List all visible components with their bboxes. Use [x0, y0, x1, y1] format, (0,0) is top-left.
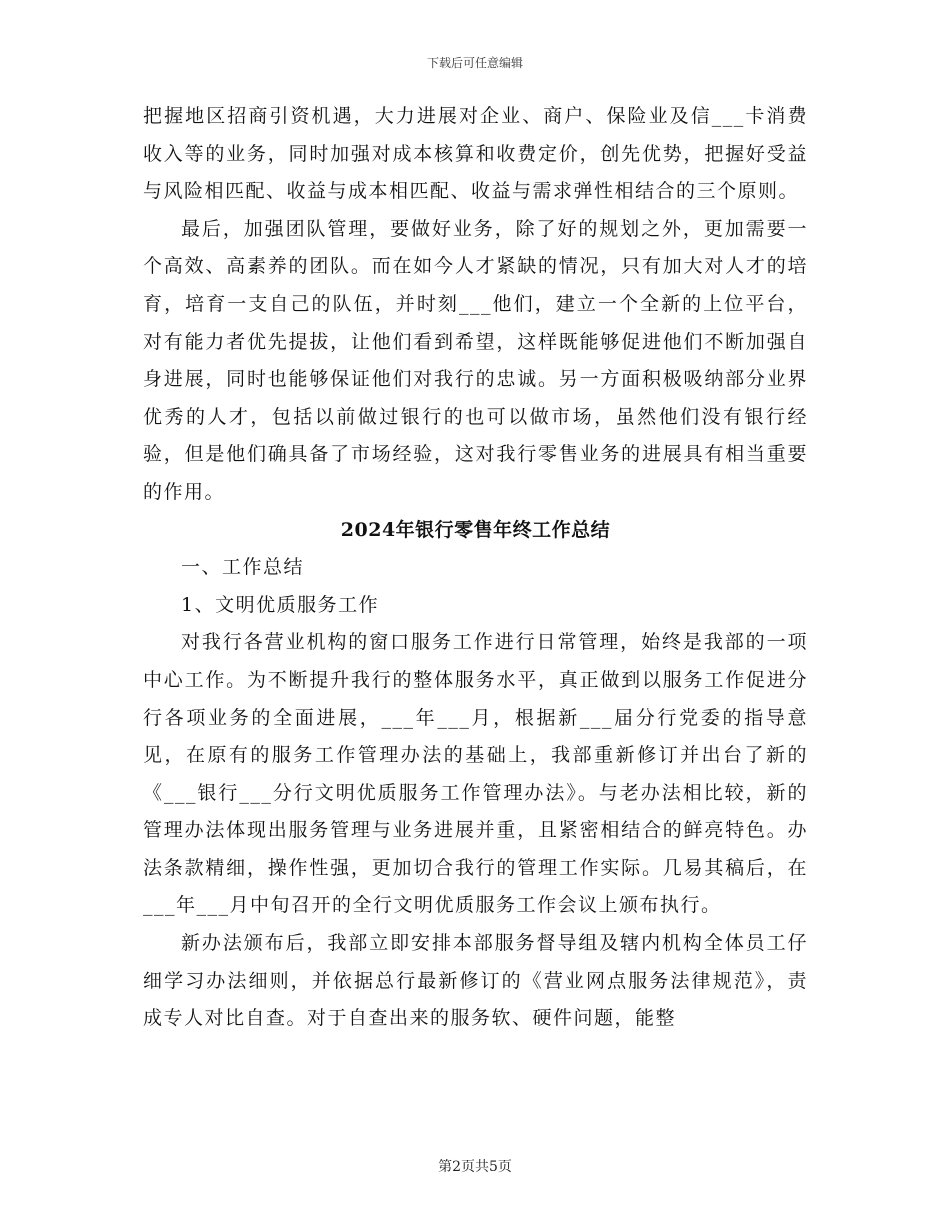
document-body	[143, 98, 808, 1038]
section-heading-work-summary: 一、工作总结	[181, 556, 305, 579]
paragraph-principles: 把握地区招商引资机遇，大力进展对企业、商户、保险业及信___卡消费收入等的业务，同时加强对成本核算和收费定价，创先优势，把握好受益与风险相匹配、收益与成本相匹配、收益与需求弹性相结合的三个原则。	[143, 105, 808, 203]
paragraph-service-management: 对我行各营业机构的窗口服务工作进行日常管理，始终是我部的一项中心工作。为不断提升我行的整体服务水平，真正做到以服务工作促进分行各项业务的全面进展，___年___月，根据新___届分行党委的指导意见，在原有的服务工作管理办法的基础上，我部重新修订并出台了新的《___银行___分行文明优质服务工作管理办法》。与老办法相比较，新的管理办法体现出服务管理与业务进展并重，且紧密相结合的鲜亮特色。办法条款精细，操作性强，更加切合我行的管理工作实际。几易其稿后，在___年___月中旬召开的全行文明优质服务工作会议上颁布执行。	[143, 631, 808, 917]
page-number-footer: 第2页共5页	[438, 1159, 512, 1175]
paragraph-team-management: 最后，加强团队管理，要做好业务，除了好的规划之外，更加需要一个高效、高素养的团队。而在如今人才紧缺的情况，只有加大对人才的培育，培育一支自己的队伍，并时刻___他们，建立一个全新的上位平台，对有能力者优先提拔，让他们看到希望，这样既能够促进他们不断加强自身进展，同时也能够保证他们对我行的忠诚。另一方面积极吸纳部分业界优秀的人才，包括以前做过银行的也可以做市场，虽然他们没有银行经验，但是他们确具备了市场经验，这对我行零售业务的进展具有相当重要的作用。	[143, 217, 808, 503]
subsection-heading-service: 1、文明优质服务工作	[181, 593, 380, 616]
paragraph-new-measures: 新办法颁布后，我部立即安排本部服务督导组及辖内机构全体员工仔细学习办法细则，并依据总行最新修订的《营业网点服务法律规范》，责成专人对比自查。对于自查出来的服务软、硬件问题，能整	[143, 932, 808, 1030]
document-title: 2024年银行零售年终工作总结	[340, 518, 611, 541]
page-header-note: 下载后可任意编辑	[426, 56, 523, 70]
